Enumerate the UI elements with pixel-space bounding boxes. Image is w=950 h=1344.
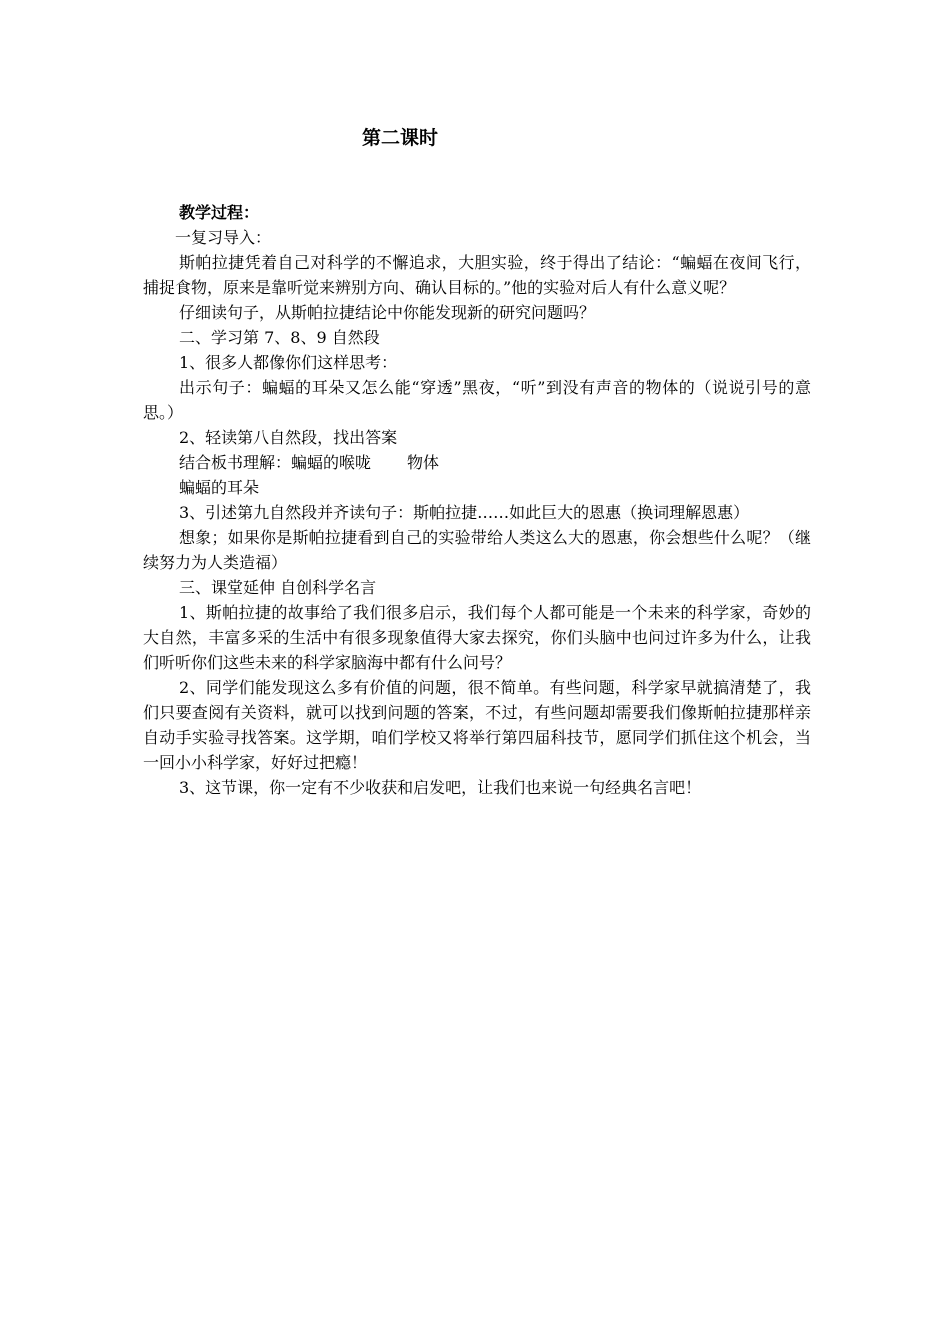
- board-note-line: [143, 450, 811, 475]
- study-item-1: 1、很多人都像你们这样思考：: [179, 353, 398, 372]
- extension-item-3: 3、这节课，你一定有不少收获和启发吧，让我们也来说一句经典名言吧！: [179, 778, 702, 797]
- study-item-3: 3、引述第九自然段并齐读句子：斯帕拉捷……如此巨大的恩惠（换词理解恩惠）: [179, 503, 750, 522]
- section-extension-heading: 三、课堂延伸 自创科学名言: [179, 578, 377, 597]
- paragraph-conclusion: 斯帕拉捷凭着自己对科学的不懈追求，大胆实验，终于得出了结论：“蝙蝠在夜间飞行，捕捉食物，原来是靠听觉来辨别方向、确认目标的。”他的实验对后人有什么意义呢？: [143, 253, 811, 297]
- board-note-ear: 蝙蝠的耳朵: [179, 478, 260, 497]
- paragraph-show-sentence: 出示句子：蝙蝠的耳朵又怎么能“穿透”黑夜，“听”到没有声音的物体的（说说引号的意思。）: [143, 378, 811, 422]
- board-note-object: 物体: [407, 453, 440, 472]
- page-title: 第二课时: [361, 127, 438, 149]
- document-body: [143, 200, 811, 800]
- board-note-prefix: 结合板书理解：蝙蝠的喉咙: [179, 453, 372, 472]
- section-review-heading: 一复习导入：: [175, 228, 272, 247]
- paragraph-question: 仔细读句子，从斯帕拉捷结论中你能发现新的研究问题吗？: [179, 303, 596, 322]
- study-item-2: 2、轻读第八自然段，找出答案: [179, 428, 398, 447]
- section-study-heading: 二、学习第 7、8、9 自然段: [179, 328, 380, 347]
- extension-item-1: 1、斯帕拉捷的故事给了我们很多启示，我们每个人都可能是一个未来的科学家，奇妙的大自然，丰富多采的生活中有很多现象值得大家去探究，你们头脑中也问过许多为什么，让我们听听你们这些未来的科学家脑海中都有什么问号？: [143, 603, 811, 672]
- extension-item-2: 2、同学们能发现这么多有价值的问题，很不简单。有些问题，科学家早就搞清楚了，我们只要查阅有关资料，就可以找到问题的答案，不过，有些问题却需要我们像斯帕拉捷那样亲自动手实验寻找答案。这学期，咱们学校又将举行第四届科技节，愿同学们抓住这个机会，当一回小小科学家，好好过把瘾！: [143, 678, 811, 772]
- teaching-process-heading: 教学过程：: [179, 203, 260, 222]
- paragraph-imagine: 想象；如果你是斯帕拉捷看到自己的实验带给人类这么大的恩惠，你会想些什么呢？（继续努力为人类造福）: [143, 528, 811, 572]
